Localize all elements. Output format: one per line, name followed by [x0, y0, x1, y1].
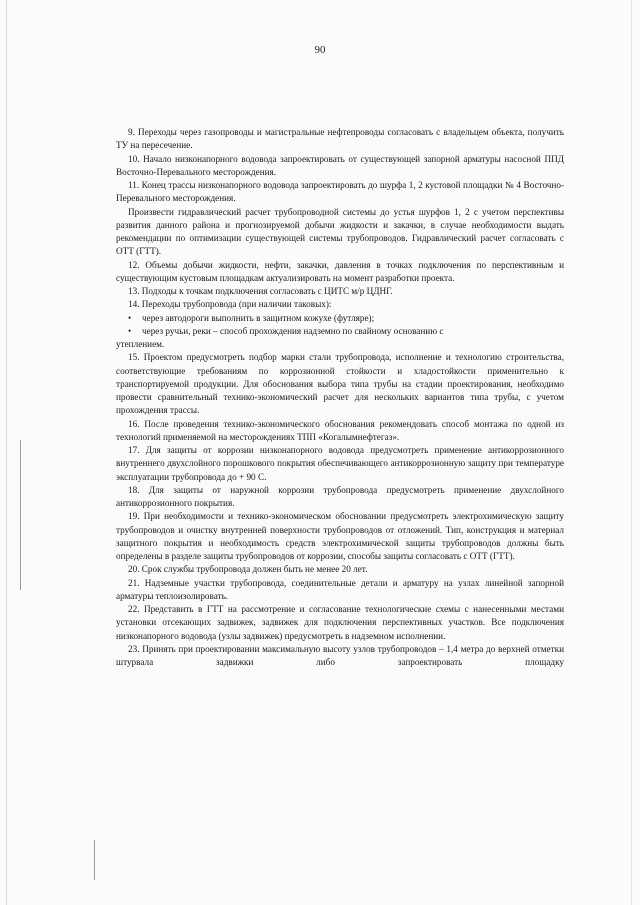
- paragraph-16: 16. После проведения технико-экономического обоснования рекомендовать способ монтажа по одной из технологий применяемой на месторождениях ТПП «Когалымнефтегаз».: [116, 418, 564, 442]
- paragraph-22: 22. Представить в ГТТ на рассмотрение и согласование технологические схемы с нанесенными местами установки отсекающих задвижек, задвижек для подключения перспективных участков. Все подключения низконапорного водовода (узлы задвижек) предусмотреть в надземном исполнении.: [116, 604, 564, 641]
- paragraph-21: 21. Надземные участки трубопровода, соединительные детали и арматуру на узлах линейной запорной арматуры теплоизолировать.: [116, 577, 564, 601]
- page-number: 90: [314, 44, 326, 56]
- paragraph-10: 10. Начало низконапорного водовода запроектировать от существующей запорной арматуры насосной ППД Восточно-Перевального месторождения.: [116, 153, 564, 177]
- paragraph-11: 11. Конец трассы низконапорного водовода запроектировать до шурфа 1, 2 кустовой площадки № 4 Восточно-Перевального месторождения.: [116, 180, 564, 204]
- paragraph-20: 20. Срок службы трубопровода должен быть не менее 20 лет.: [128, 564, 368, 575]
- paragraph-9: 9. Переходы через газопроводы и магистральные нефтепроводы согласовать с владельцем объекта, получить ТУ на пересечение.: [116, 127, 564, 151]
- document-body: [116, 126, 564, 669]
- paragraph-hydraulic-calc: Произвести гидравлический расчет трубопроводной системы до устья шурфов 1, 2 с учетом перспективы развития данного района и прогнозируемой добычи жидкости и закачки, в случае необходимости выдать рекомендации по оптимизации существующей системы трубопроводов. Гидравлический расчет согласовать с ОТТ (ГТТ).: [116, 206, 564, 257]
- scan-artifact-line: [20, 440, 21, 590]
- paragraph-12: 12. Объемы добычи жидкости, нефти, закачки, давления в точках подключения по перспективным и существующим кустовым площадкам актуализировать на момент разработки проекта.: [116, 259, 564, 283]
- paragraph-23: 23. Принять при проектировании максимальную высоту узлов трубопроводов – 1,4 метра до верхней отметки штурвала задвижки либо запроектировать площадку: [116, 643, 564, 667]
- bullet-text: через ручьи, реки – способ прохождения надземно по свайному основанию с: [142, 325, 444, 336]
- page-edge-right: [631, 0, 632, 905]
- page-edge-left: [6, 0, 7, 905]
- bullet-text: через автодороги выполнить в защитном кожухе (футляре);: [142, 312, 375, 323]
- bullet-continuation: утеплением.: [116, 339, 165, 349]
- paragraph-17: 17. Для защиты от коррозии низконапорного водовода предусмотреть применение антикоррозионного внутреннего двухслойного порошкового покрытия обеспечивающего антикоррозионную защиту при температуре эксплуатации трубопровода до + 90 С.: [116, 445, 564, 482]
- paragraph-14: 14. Переходы трубопровода (при наличии таковых):: [128, 299, 332, 310]
- scan-artifact-line: [94, 840, 95, 880]
- bullet-icon: •: [128, 312, 132, 323]
- bullet-icon: •: [128, 325, 132, 336]
- paragraph-15: 15. Проектом предусмотреть подбор марки стали трубопровода, исполнение и технологию строительства, соответствующие требованиям по коррозионной стойкости и хладостойкости применительно к транспортируемой продукции. Для обоснования выбора типа трубы на стадии проектирования, необходимо провести сравнительный технико-экономический расчет для нескольких вариантов типа трубы, с учетом прохождения трассы.: [116, 352, 564, 416]
- bullet-item: [116, 325, 564, 338]
- bullet-item: [116, 312, 564, 325]
- paragraph-19: 19. При необходимости и технико-экономическом обосновании предусмотреть электрохимическую защиту трубопроводов и очистку внутренней поверхности трубопроводов от отложений. Тип, конструкция и материал защитного покрытия и необходимость средств электрохимической защиты трубопроводов должны быть определены в разделе защиты трубопроводов от коррозии, способы защиты согласовать с ОТТ (ГТТ).: [116, 511, 564, 561]
- paragraph-13: 13. Подходы к точкам подключения согласовать с ЦИТС м/р ЦДНГ.: [128, 286, 393, 296]
- paragraph-18: 18. Для защиты от наружной коррозии трубопровода предусмотреть применение двухслойного антикоррозионного покрытия.: [116, 484, 564, 508]
